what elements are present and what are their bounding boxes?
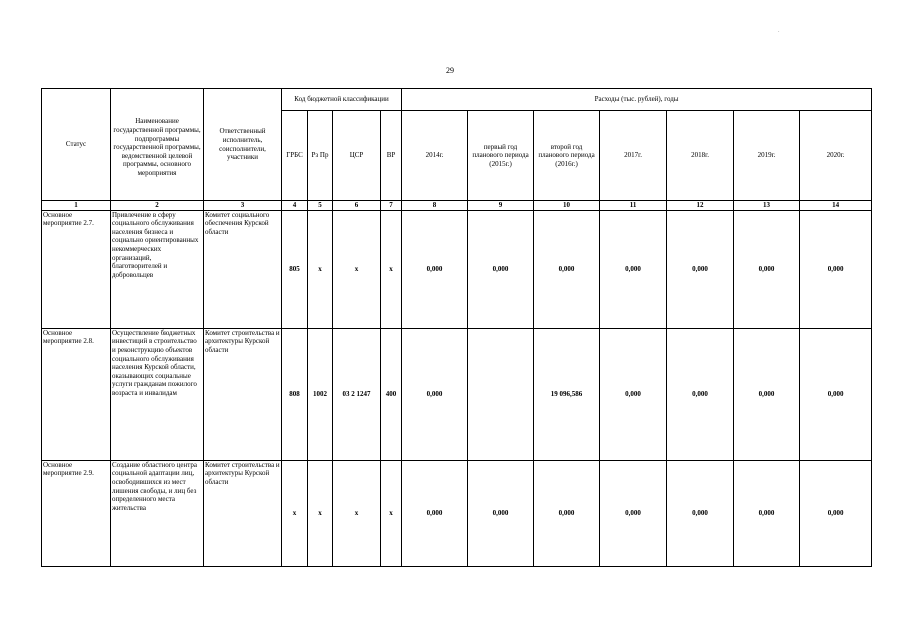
table-row [42, 460, 872, 566]
row-y2017: 0,000 [600, 210, 667, 328]
header-y2019: 2019г. [734, 111, 800, 201]
row-y2014: 0,000 [402, 210, 468, 328]
row-rzpr: 1002 [308, 328, 333, 460]
row-y2020: 0,000 [800, 460, 872, 566]
row-y2015 [468, 328, 534, 460]
row-csr: х [333, 210, 381, 328]
table-row [42, 328, 872, 460]
row-y2020: 0,000 [800, 210, 872, 328]
row-y2016: 0,000 [534, 460, 600, 566]
column-number: 2 [111, 201, 204, 211]
column-number-row [42, 201, 872, 211]
row-csr: х [333, 460, 381, 566]
header-grbs: ГРБС [282, 111, 308, 201]
row-y2014: 0,000 [402, 460, 468, 566]
header-csr: ЦСР [333, 111, 381, 201]
header-rzpr: Рз Пр [308, 111, 333, 201]
header-name: Наименование государственной программы, подпрограммы государственной программы, ведомственной целевой программы, основного мероприятия [111, 89, 204, 201]
header-y2020: 2020г. [800, 111, 872, 201]
row-y2018: 0,000 [667, 460, 734, 566]
row-y2017: 0,000 [600, 328, 667, 460]
header-vr: ВР [381, 111, 402, 201]
header-y2014: 2014г. [402, 111, 468, 201]
row-status: Основное мероприятие 2.9. [42, 460, 111, 566]
row-csr: 03 2 1247 [333, 328, 381, 460]
header-code-group: Код бюджетной классификации [282, 89, 402, 111]
header-status: Статус [42, 89, 111, 201]
row-vr: х [381, 210, 402, 328]
row-y2018: 0,000 [667, 210, 734, 328]
row-status: Основное мероприятие 2.7. [42, 210, 111, 328]
corner-mark: . [778, 28, 780, 34]
row-y2014: 0,000 [402, 328, 468, 460]
row-grbs: х [282, 460, 308, 566]
header-y2018: 2018г. [667, 111, 734, 201]
column-number: 9 [468, 201, 534, 211]
table-row [42, 210, 872, 328]
column-number: 10 [534, 201, 600, 211]
row-name: Привлечение в сферу социального обслуживания населения бизнеса и социально ориентированных некоммерческих организаций, благотворителей и добровольцев [111, 210, 204, 328]
column-number: 13 [734, 201, 800, 211]
row-y2020: 0,000 [800, 328, 872, 460]
row-rzpr: х [308, 460, 333, 566]
column-number: 5 [308, 201, 333, 211]
budget-table [41, 88, 872, 567]
header-y2016: второй год планового периода (2016г.) [534, 111, 600, 201]
column-number: 8 [402, 201, 468, 211]
row-name: Осуществление бюджетных инвестиций в строительство и реконструкцию объектов социального обслуживания населения Курской области, оказывающих социальные услуги гражданам пожилого возраста и инвалидам [111, 328, 204, 460]
column-number: 4 [282, 201, 308, 211]
header-y2015: первый год планового периода (2015г.) [468, 111, 534, 201]
header-expenses-group: Расходы (тыс. рублей), годы [402, 89, 872, 111]
page-number: 29 [446, 66, 454, 75]
header-y2017: 2017г. [600, 111, 667, 201]
row-responsible: Комитет строительства и архитектуры Курской области [204, 328, 282, 460]
column-number: 7 [381, 201, 402, 211]
column-number: 1 [42, 201, 111, 211]
column-number: 14 [800, 201, 872, 211]
column-number: 12 [667, 201, 734, 211]
column-number: 3 [204, 201, 282, 211]
row-y2015: 0,000 [468, 460, 534, 566]
row-y2019: 0,000 [734, 460, 800, 566]
row-y2015: 0,000 [468, 210, 534, 328]
column-number: 6 [333, 201, 381, 211]
row-status: Основное мероприятие 2.8. [42, 328, 111, 460]
row-vr: 400 [381, 328, 402, 460]
row-responsible: Комитет социального обеспечения Курской области [204, 210, 282, 328]
column-number: 11 [600, 201, 667, 211]
row-y2017: 0,000 [600, 460, 667, 566]
row-grbs: 808 [282, 328, 308, 460]
row-vr: х [381, 460, 402, 566]
row-name: Создание областного центра социальной адаптации лиц, освободившихся из мест лишения свободы, и лиц без определенного места жительства [111, 460, 204, 566]
row-y2016: 0,000 [534, 210, 600, 328]
row-y2016: 19 096,586 [534, 328, 600, 460]
row-grbs: 805 [282, 210, 308, 328]
row-y2018: 0,000 [667, 328, 734, 460]
row-y2019: 0,000 [734, 210, 800, 328]
row-y2019: 0,000 [734, 328, 800, 460]
header-responsible: Ответственный исполнитель, соисполнители, участники [204, 89, 282, 201]
row-rzpr: х [308, 210, 333, 328]
row-responsible: Комитет строительства и архитектуры Курской области [204, 460, 282, 566]
